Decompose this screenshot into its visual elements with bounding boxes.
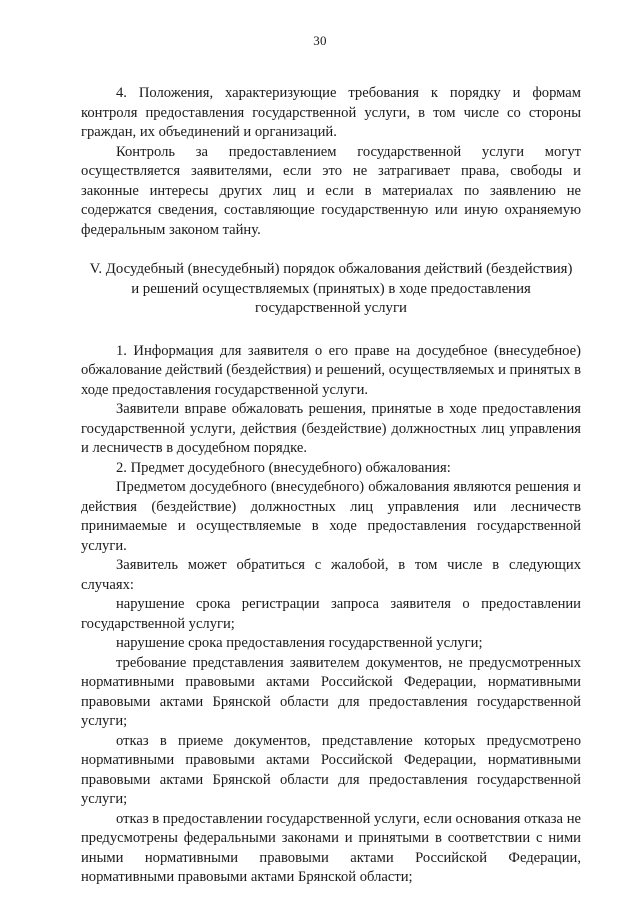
- paragraph-complaint-cases: Заявитель может обратиться с жалобой, в том числе в следующих случаях:: [81, 557, 581, 593]
- page-number: 30: [313, 33, 327, 48]
- paragraph-appeal-info: 1. Информация для заявителя о его праве на досудебное (внесудебное) обжалование действий (бездействия) и решений, осуществляемых и принятых в ходе предоставления государственной услуги.: [81, 342, 581, 398]
- page-content: [81, 84, 581, 888]
- paragraph-appeal-subject: Предметом досудебного (внесудебного) обжалования являются решения и действия (бездействие) должностных лиц управления или лесничеств принимаемые и осуществляемые в ходе предоставления государственной услуги.: [81, 479, 581, 554]
- paragraph-appeal-right: Заявители вправе обжаловать решения, принятые в ходе предоставления государственной услуги, действия (бездействие) должностных лиц управления и лесничеств в досудебном порядке.: [81, 401, 581, 456]
- paragraph-appeal-subject-title: 2. Предмет досудебного (внесудебного) обжалования:: [116, 459, 451, 476]
- list-item-refusal-acceptance: отказ в приеме документов, представление которых предусмотрено нормативными правовыми актами Российской Федерации, нормативными правовыми актами Брянской области для предоставления государственной услуги;: [81, 732, 581, 807]
- paragraph-control-provisions: 4. Положения, характеризующие требования к порядку и формам контроля предоставления государственной услуги, в том числе со стороны граждан, их объединений и организаций.: [81, 85, 581, 140]
- section-heading-line-2: и решений осуществляемых (принятых) в ходе предоставления: [131, 280, 531, 297]
- paragraph-control-by-applicants: Контроль за предоставлением государственной услуги могут осуществляется заявителями, если это не затрагивает права, свободы и законные интересы других лиц и если в материалах по заявлению не содержатся сведения, составляющие государственную или иную охраняемую федеральным законом тайну.: [81, 143, 581, 238]
- list-item-refusal-service: отказ в предоставлении государственной услуги, если основания отказа не предусмотрены федеральными законами и принятыми в соответствии с ними иными нормативными правовыми актами Российской Федерации, нормативными правовыми актами Брянской области;: [81, 810, 581, 885]
- list-item-extra-documents: требование представления заявителем документов, не предусмотренных нормативными правовыми актами Российской Федерации, нормативными правовыми актами Брянской области для предоставления государственной услуги;: [81, 654, 581, 729]
- list-item-registration-delay: нарушение срока регистрации запроса заявителя о предоставлении государственной услуги;: [81, 596, 581, 632]
- section-heading: [81, 260, 581, 319]
- section-heading-line-3: государственной услуги: [255, 300, 407, 316]
- list-item-service-delay: нарушение срока предоставления государственной услуги;: [116, 635, 483, 651]
- section-heading-line-1: V. Досудебный (внесудебный) порядок обжалования действий (бездействия): [89, 261, 573, 277]
